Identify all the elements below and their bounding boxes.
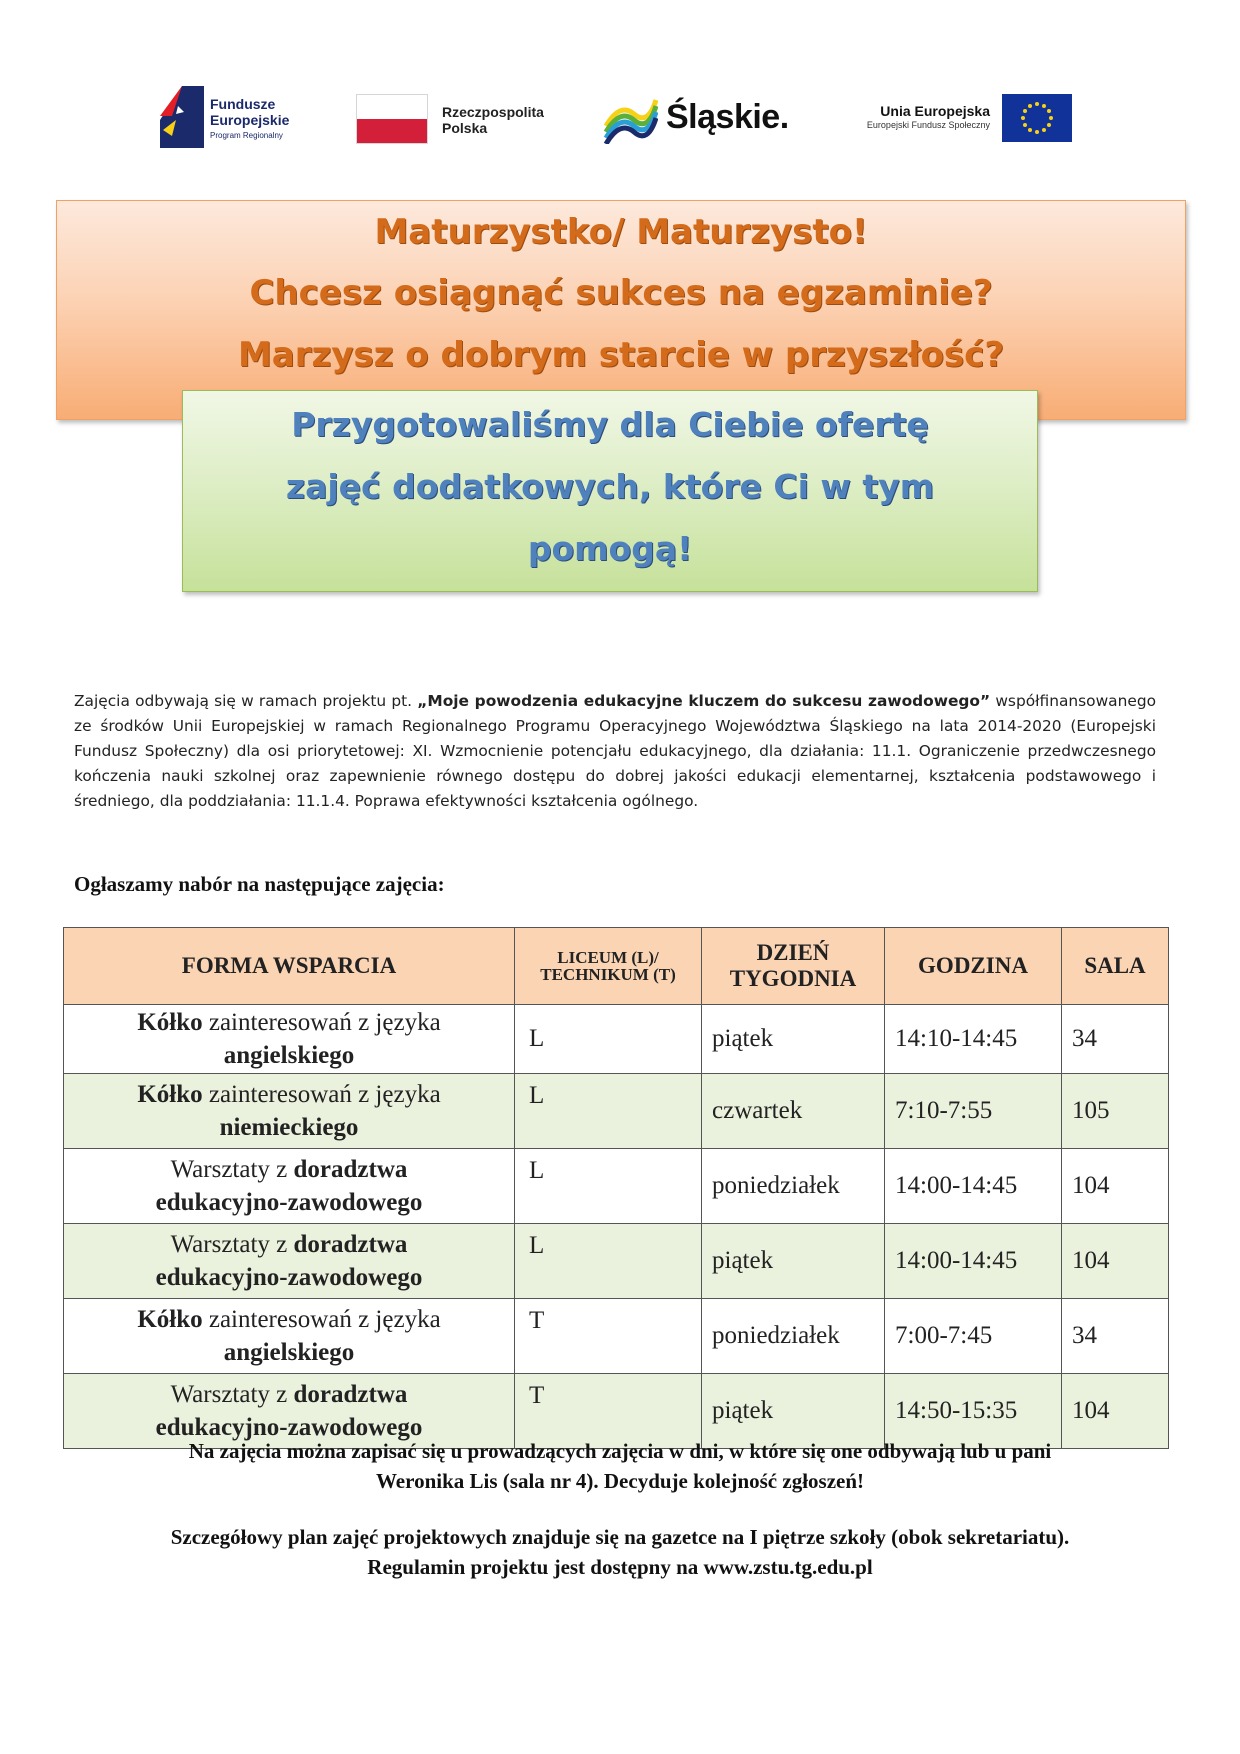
form-bold: doradztwa	[293, 1156, 408, 1183]
room-cell: 104	[1062, 1149, 1169, 1224]
form-text: zainteresowań z języka	[202, 1306, 441, 1333]
form-cell	[64, 1299, 515, 1374]
type-cell: L	[515, 1005, 702, 1074]
project-intro: Zajęcia odbywają się w ramach projektu pt.	[74, 692, 418, 710]
form-bold: angielskiego	[223, 1339, 355, 1366]
header-form: FORMA WSPARCIA	[64, 928, 515, 1005]
time-cell: 14:10-14:45	[885, 1005, 1062, 1074]
schedule-table	[63, 927, 1169, 1449]
signup-line1: Na zajęcia można zapisać się u prowadzących zajęcia w dni, w które się one odbywają lub u pani	[188, 1439, 1052, 1463]
slaskie-name: Śląskie.	[666, 98, 789, 136]
room-cell: 104	[1062, 1224, 1169, 1299]
header-type: LICEUM (L)/ TECHNIKUM (T)	[515, 928, 702, 1005]
day-cell: czwartek	[702, 1074, 885, 1149]
form-bold: Kółko	[137, 1081, 203, 1108]
form-bold: niemieckiego	[219, 1114, 359, 1141]
offer-banner	[182, 390, 1038, 592]
room-cell: 34	[1062, 1005, 1169, 1074]
table-header-row	[64, 928, 1169, 1005]
type-cell: L	[515, 1149, 702, 1224]
header-time: GODZINA	[885, 928, 1062, 1005]
time-cell: 14:00-14:45	[885, 1224, 1062, 1299]
form-bold: edukacyjno-zawodowego	[155, 1264, 423, 1291]
headline-line1: Maturzystko/ Maturzysto!	[374, 212, 868, 252]
form-bold: edukacyjno-zawodowego	[155, 1414, 423, 1441]
table-row	[64, 1005, 1169, 1074]
unia-europejska-logo	[840, 86, 1080, 156]
time-cell: 7:00-7:45	[885, 1299, 1062, 1374]
day-cell: poniedziałek	[702, 1149, 885, 1224]
plan-line1: Szczegółowy plan zajęć projektowych znajduje się na gazetce na I piętrze szkoły (obok sekretariatu).	[170, 1525, 1070, 1549]
project-description	[74, 689, 1156, 814]
fe-line3: Program Regionalny	[210, 131, 283, 140]
form-cell	[64, 1224, 515, 1299]
eu-flag-icon	[1002, 94, 1072, 142]
form-bold: angielskiego	[223, 1042, 355, 1069]
room-cell: 34	[1062, 1299, 1169, 1374]
form-text: Warsztaty z	[170, 1231, 294, 1258]
form-bold: edukacyjno-zawodowego	[155, 1189, 423, 1216]
time-cell: 14:50-15:35	[885, 1374, 1062, 1449]
rp-line1: Rzeczpospolita	[442, 104, 544, 120]
form-bold: doradztwa	[293, 1231, 408, 1258]
table-row	[64, 1299, 1169, 1374]
table-row	[64, 1224, 1169, 1299]
project-rest: współfinansowanego ze środków Unii Europejskiej w ramach Regionalnego Programu Operacyjnego Województwa Śląskiego na lata 2014-2020 (Europejski Fundusz Społeczny) dla osi priorytetowej: XI. Wzmocnienie potencjału edukacyjnego, dla działania: 11.1. Ograniczenie przedwczesnego kończenia nauki szkolnej oraz zapewnienie równego dostępu do dobrej jakości edukacji elementarnej, kształcenia podstawowego i średniego, dla poddziałania: 11.1.4. Poprawa efektywności kształcenia ogólnego.	[74, 692, 1157, 810]
fe-line1: Fundusze	[210, 96, 276, 112]
form-text: Warsztaty z	[170, 1156, 294, 1183]
offer-line1: Przygotowaliśmy dla Ciebie ofertę	[291, 405, 929, 444]
time-cell: 7:10-7:55	[885, 1074, 1062, 1149]
type-cell: L	[515, 1074, 702, 1149]
signup-note	[0, 1436, 1240, 1496]
type-cell: T	[515, 1374, 702, 1449]
form-cell	[64, 1149, 515, 1224]
table-row	[64, 1074, 1169, 1149]
day-cell: piątek	[702, 1374, 885, 1449]
header-day: DZIEŃ TYGODNIA	[702, 928, 885, 1005]
logo-bar	[160, 86, 1080, 156]
type-cell: L	[515, 1224, 702, 1299]
announcement-heading: Ogłaszamy nabór na następujące zajęcia:	[74, 872, 445, 896]
ue-line2: Europejski Fundusz Społeczny	[866, 120, 990, 130]
offer-line3: pomogą!	[527, 529, 693, 568]
form-bold: Kółko	[137, 1306, 203, 1333]
fundusze-europejskie-logo	[160, 86, 340, 156]
form-bold: doradztwa	[293, 1381, 408, 1408]
fe-line2: Europejskie	[210, 112, 290, 128]
day-cell: piątek	[702, 1224, 885, 1299]
slaskie-logo	[602, 86, 802, 156]
room-cell: 104	[1062, 1374, 1169, 1449]
headline-line2: Chcesz osiągnąć sukces na egzaminie?	[249, 273, 993, 313]
form-cell	[64, 1074, 515, 1149]
plan-line2: Regulamin projektu jest dostępny na www.zstu.tg.edu.pl	[367, 1555, 873, 1579]
signup-line2: Weronika Lis (sala nr 4). Decyduje kolejność zgłoszeń!	[375, 1469, 865, 1493]
day-cell: poniedziałek	[702, 1299, 885, 1374]
plan-note	[0, 1522, 1240, 1582]
headline-line3: Marzysz o dobrym starcie w przyszłość?	[237, 335, 1005, 375]
type-cell: T	[515, 1299, 702, 1374]
form-text: zainteresowań z języka	[202, 1009, 441, 1036]
day-cell: piątek	[702, 1005, 885, 1074]
ue-line1: Unia Europejska	[880, 103, 990, 119]
time-cell: 14:00-14:45	[885, 1149, 1062, 1224]
rzeczpospolita-logo	[356, 86, 576, 156]
room-cell: 105	[1062, 1074, 1169, 1149]
fe-star-icon	[160, 86, 204, 148]
form-cell	[64, 1005, 515, 1074]
form-text: Warsztaty z	[170, 1381, 294, 1408]
rp-line2: Polska	[442, 120, 488, 136]
project-title: „Moje powodzenia edukacyjne kluczem do sukcesu zawodowego”	[417, 692, 991, 710]
table-row	[64, 1149, 1169, 1224]
form-text: zainteresowań z języka	[202, 1081, 441, 1108]
offer-line2: zajęć dodatkowych, które Ci w tym	[285, 467, 935, 506]
headline-banner	[56, 200, 1186, 420]
form-bold: Kółko	[137, 1009, 203, 1036]
header-room: SALA	[1062, 928, 1169, 1005]
polish-flag-icon	[356, 94, 428, 144]
slaskie-waves-icon	[602, 92, 658, 144]
